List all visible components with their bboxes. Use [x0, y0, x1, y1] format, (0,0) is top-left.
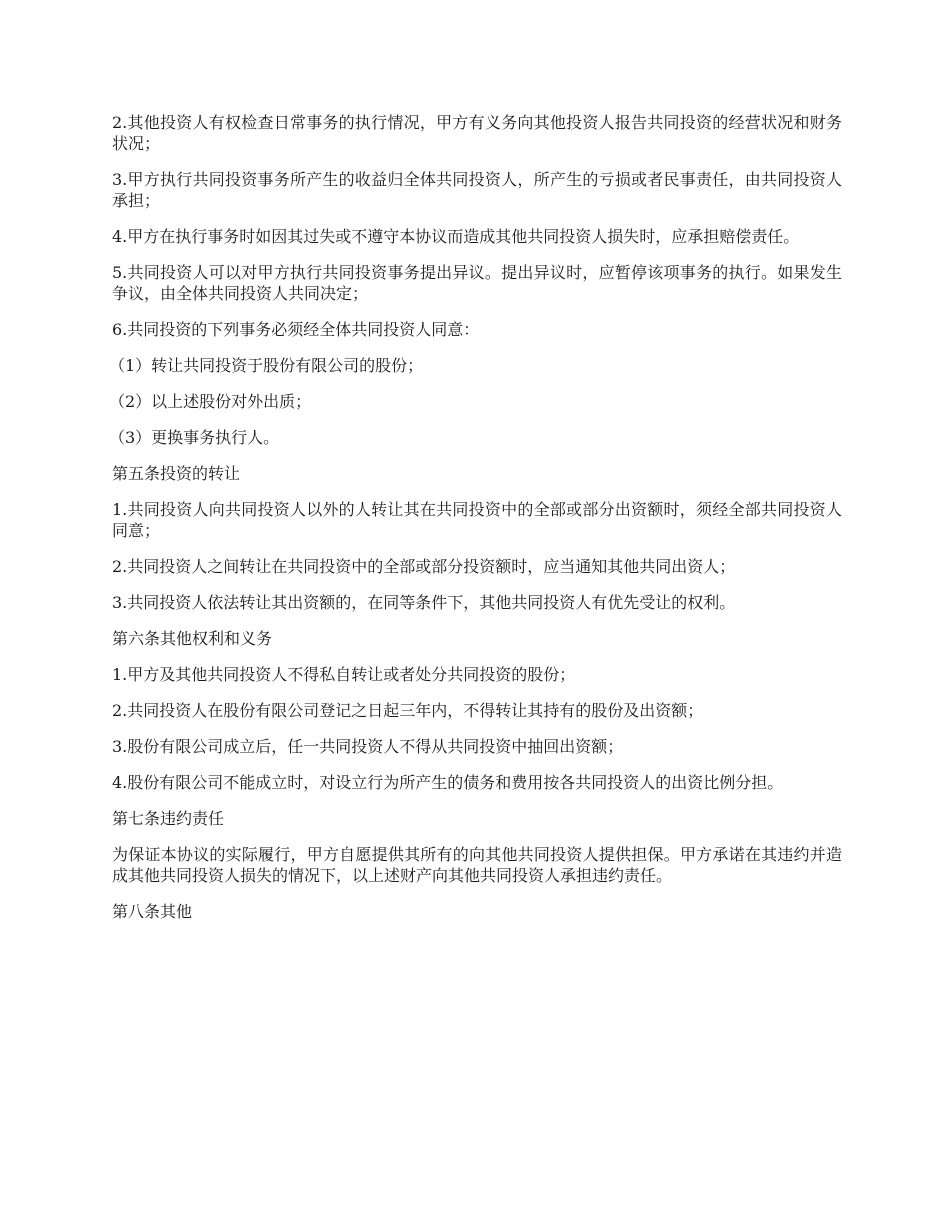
paragraph-item-5: 5.共同投资人可以对甲方执行共同投资事务提出异议。提出异议时，应暂停该项事务的执行。如果发生争议，由全体共同投资人共同决定； — [112, 263, 842, 303]
sub-item-1: （1）转让共同投资于股份有限公司的股份； — [109, 356, 424, 375]
section6-item-3: 3.股份有限公司成立后，任一共同投资人不得从共同投资中抽回出资额； — [112, 737, 624, 756]
section6-item-4: 4.股份有限公司不能成立时，对设立行为所产生的债务和费用按各共同投资人的出资比例分担。 — [112, 773, 784, 792]
sub-item-2: （2）以上述股份对外出质； — [109, 392, 312, 411]
section-heading-8: 第八条其他 — [112, 902, 193, 921]
document-page — [109, 112, 842, 937]
section6-item-1: 1.甲方及其他共同投资人不得私自转让或者处分共同投资的股份； — [112, 665, 576, 684]
section5-item-2: 2.共同投资人之间转让在共同投资中的全部或部分投资额时，应当通知其他共同出资人； — [112, 557, 736, 576]
section5-item-1: 1.共同投资人向共同投资人以外的人转让其在共同投资中的全部或部分出资额时，须经全部共同投资人同意； — [112, 500, 842, 540]
section-heading-7: 第七条违约责任 — [112, 809, 225, 828]
section-heading-5: 第五条投资的转让 — [112, 464, 241, 483]
section7-body: 为保证本协议的实际履行，甲方自愿提供其所有的向其他共同投资人提供担保。甲方承诺在其违约并造成其他共同投资人损失的情况下，以上述财产向其他共同投资人承担违约责任。 — [112, 845, 842, 885]
paragraph-item-6: 6.共同投资的下列事务必须经全体共同投资人同意： — [112, 320, 480, 339]
paragraph-item-3: 3.甲方执行共同投资事务所产生的收益归全体共同投资人，所产生的亏损或者民事责任，由共同投资人承担； — [112, 170, 842, 210]
sub-item-3: （3）更换事务执行人。 — [109, 428, 280, 447]
section5-item-3: 3.共同投资人依法转让其出资额的，在同等条件下，其他共同投资人有优先受让的权利。 — [112, 593, 736, 612]
section-heading-6: 第六条其他权利和义务 — [112, 629, 273, 648]
paragraph-item-2: 2.其他投资人有权检查日常事务的执行情况，甲方有义务向其他投资人报告共同投资的经营状况和财务状况； — [112, 113, 842, 153]
section6-item-2: 2.共同投资人在股份有限公司登记之日起三年内，不得转让其持有的股份及出资额； — [112, 701, 704, 720]
paragraph-item-4: 4.甲方在执行事务时如因其过失或不遵守本协议而造成其他共同投资人损失时，应承担赔偿责任。 — [112, 227, 800, 246]
